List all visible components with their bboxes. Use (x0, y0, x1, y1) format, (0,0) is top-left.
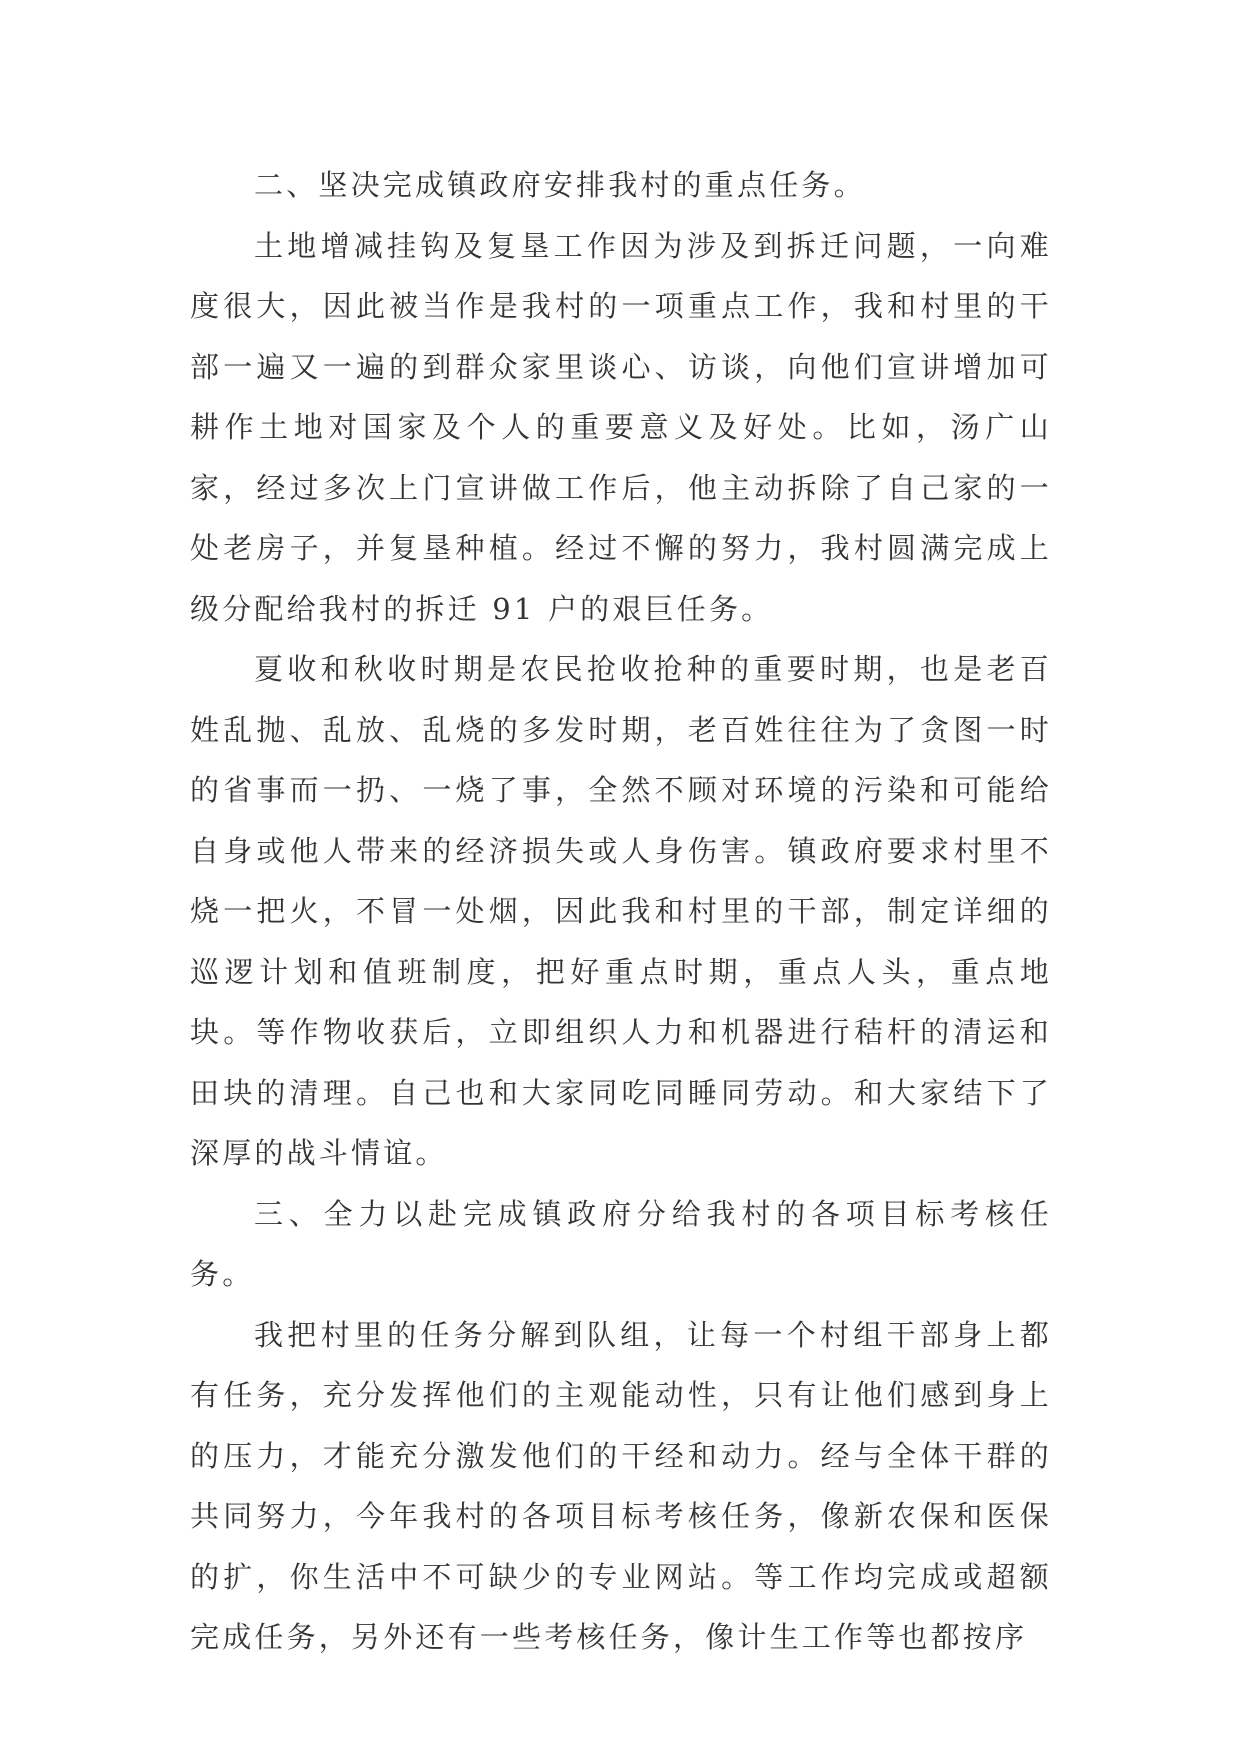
paragraph-land-reclamation: 土地增减挂钩及复垦工作因为涉及到拆迁问题，一向难度很大，因此被当作是我村的一项重点工作，我和村里的干部一遍又一遍的到群众家里谈心、访谈，向他们宣讲增加可耕作土地对国家及个人的重要意义及好处。比如，汤广山家，经过多次上门宣讲做工作后，他主动拆除了自己家的一处老房子，并复垦种植。经过不懈的努力，我村圆满完成上级分配给我村的拆迁 91 户的艰巨任务。 (190, 228, 1052, 626)
paragraph-harvest-burning: 夏收和秋收时期是农民抢收抢种的重要时期，也是老百姓乱抛、乱放、乱烧的多发时期，老百姓往往为了贪图一时的省事而一扔、一烧了事，全然不顾对环境的污染和可能给自身或他人带来的经济损失或人身伤害。镇政府要求村里不烧一把火，不冒一处烟，因此我和村里的干部，制定详细的巡逻计划和值班制度，把好重点时期，重点人头，重点地块。等作物收获后，立即组织人力和机器进行秸杆的清运和田块的清理。自己也和大家同吃同睡同劳动。和大家结下了深厚的战斗情谊。 (190, 652, 1052, 1170)
document-body (190, 155, 1052, 1668)
section-heading-3: 三、全力以赴完成镇政府分给我村的各项目标考核任务。 (190, 1196, 1052, 1291)
paragraph-assessment-tasks: 我把村里的任务分解到队组，让每一个村组干部身上都有任务，充分发挥他们的主观能动性，只有让他们感到身上的压力，才能充分激发他们的干经和动力。经与全体干群的共同努力，今年我村的各项目标考核任务，像新农保和医保的扩，你生活中不可缺少的专业网站。等工作均完成或超额完成任务，另外还有一些考核任务，像计生工作等也都按序 (190, 1317, 1052, 1654)
section-heading-2: 二、坚决完成镇政府安排我村的重点任务。 (254, 168, 866, 202)
